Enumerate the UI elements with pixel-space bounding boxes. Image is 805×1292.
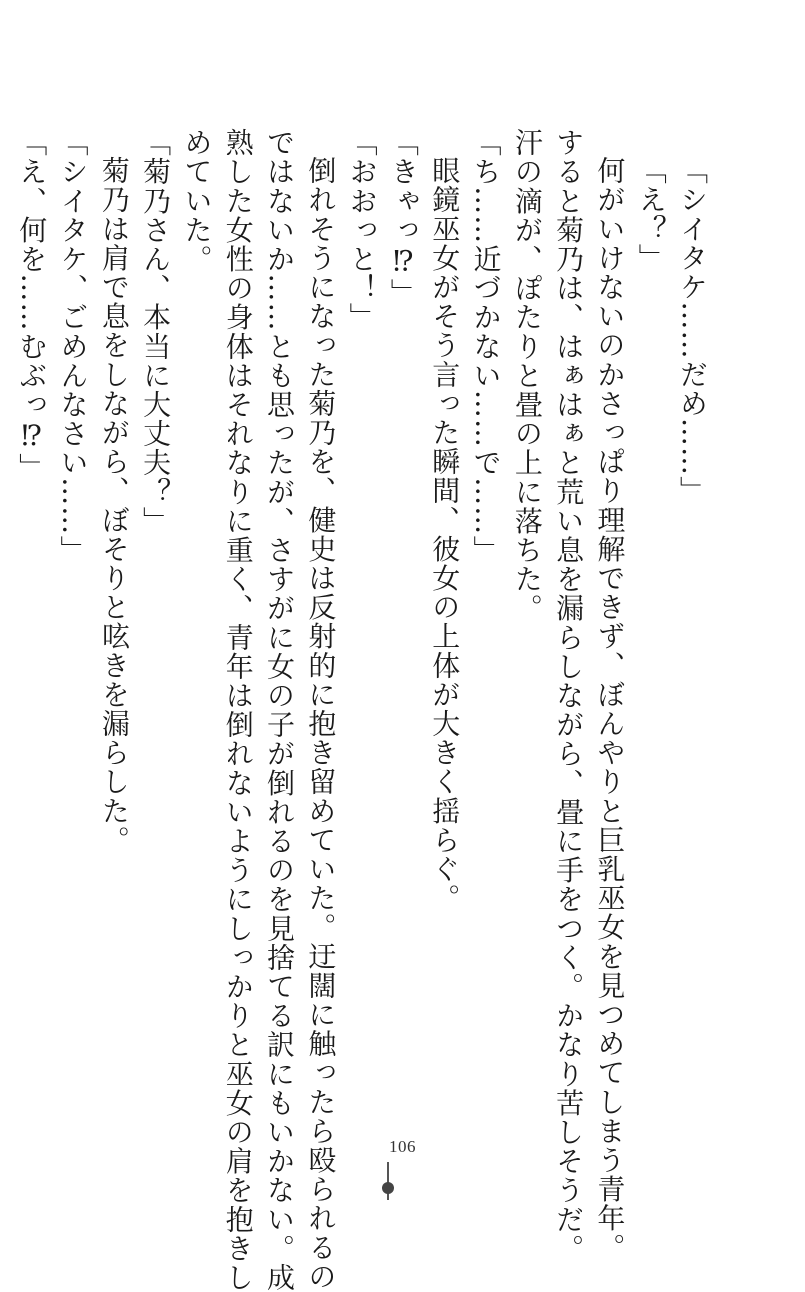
text-line: 「え？」 — [634, 156, 668, 273]
text-line: 「菊乃さん、本当に大丈夫？」 — [139, 128, 173, 536]
text-line: 倒れそうになった菊乃を、健史は反射的に抱き留めていた。迂闊に触ったら殴られるの — [304, 156, 338, 1291]
page-ornament-icon — [381, 1162, 395, 1200]
text-line: 「おおっと！」 — [345, 128, 379, 332]
text-line: めていた。 — [180, 128, 214, 274]
text-line: 「きゃっ⁉」 — [386, 128, 420, 308]
text-line: 眼鏡巫女がそう言った瞬間、彼女の上体が大きく揺らぐ。 — [428, 156, 462, 913]
page-number: 106 — [389, 1137, 416, 1156]
text-line: すると菊乃は、はぁはぁと荒い息を漏らしながら、畳に手をつく。かなり苦しそうだ。 — [552, 128, 586, 1263]
text-line: 「シイタケ、ごめんなさい……」 — [56, 128, 90, 565]
text-line: ではないか……とも思ったが、さすがに女の子が倒れるのを見捨てる訳にもいかない。成 — [263, 128, 297, 1292]
ornament-stem — [387, 1162, 389, 1200]
text-line: 菊乃は肩で息をしながら、ぼそりと呟きを漏らした。 — [97, 156, 131, 855]
ornament-dot — [382, 1182, 394, 1194]
text-line: 「ち……近づかない……で……」 — [469, 128, 503, 565]
text-line: 何がいけないのかさっぱり理解できず、ぼんやりと巨乳巫女を見つめてしまう青年。 — [593, 156, 627, 1262]
text-line: 汗の滴が、ぽたりと畳の上に落ちた。 — [510, 128, 544, 623]
text-line: 熟した女性の身体はそれなりに重く、青年は倒れないようにしっかりと巫女の肩を抱きし — [221, 128, 255, 1292]
text-line: 「シイタケ……だめ……」 — [676, 156, 709, 506]
text-line: 「え、何を……むぶっ⁉」 — [15, 128, 49, 483]
